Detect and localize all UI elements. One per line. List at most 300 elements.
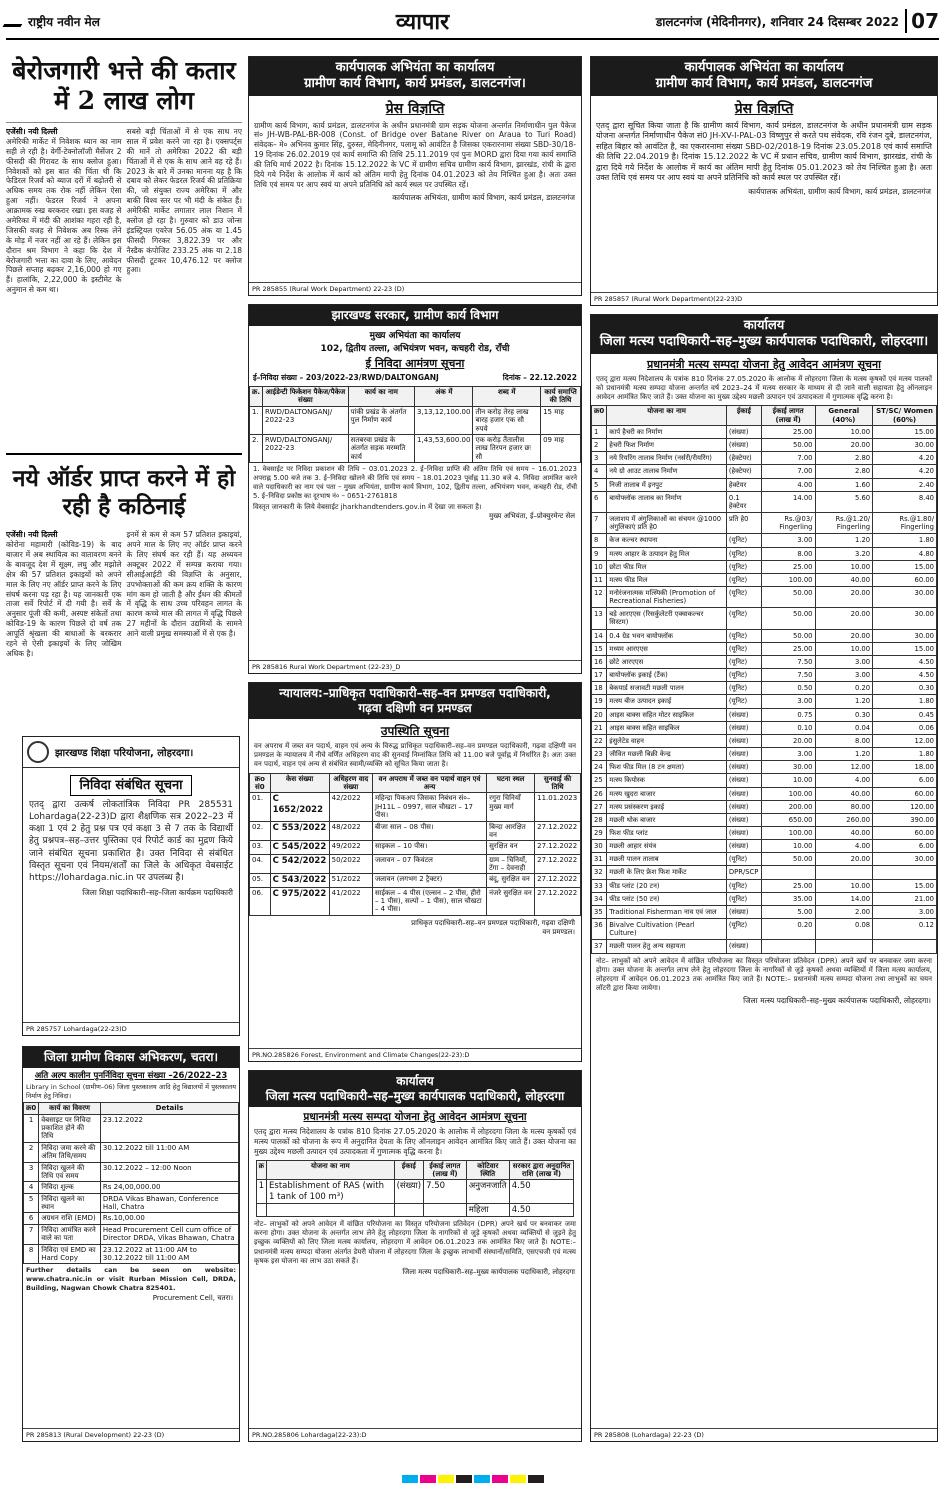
row-number: 1 [24,1114,39,1142]
row-detail: 23.12.2022 [100,1114,238,1142]
table-row [592,560,937,573]
ad-footer: PR 285808 (Lohardaga) 22-23 (D) [591,1428,937,1441]
table-header-cell: क्र. [250,387,263,407]
table-header-cell: कार्य समाप्ति की तिथि [541,387,581,407]
row-scheme: जीवित मछली बिक्री केन्द्र [607,748,727,761]
ad-body: एतद् द्वारा उत्कर्ष लोकतांत्रिक निविदा PR 285531 Lohardaga(22-23)D द्वारा शैक्षणिक सत्र 2022–23 में कक्षा 1 एवं 2 हेतु प्रश्न पत्र एवं कक्षा 3 से 7 तक के विद्यार्थी हेतु प्रश्नपत्र–सह–उत्तर पुस्तिका एवं रिपोर्ट कार्ड का मुद्रण किये जाने संबंधित सूचना प्रकाशित है। उक्त निविदा से संबंधित विस्तृत सूचना एवं नियम/शर्तों का जिले के अधिकृत वेबसाईट https://lohardaga.nic.in पर उपलब्ध है। [29,800,233,883]
row-number: 16 [592,655,607,668]
row-unit-cost: 35.00 [761,892,815,905]
ad-title: ई निविदा आमंत्रण सूचना [365,357,465,370]
row-number: 7 [592,513,607,534]
row-number: 03. [250,841,271,854]
row-st-sc-women: 15.00 [873,560,937,573]
row-unit: (संख्या) [726,940,761,953]
row-unit-cost: 14.00 [761,491,815,512]
ad-office: झारखण्ड शिक्षा परियोजना, लोहरदगा। [55,748,194,759]
row-scheme: इंसुलेटेड वाहन [607,734,727,747]
table-header-cell: योजना का नाम [607,406,727,426]
row-general: 2.80 [815,452,873,465]
row-case: C 542/2022 [270,854,329,874]
row-number: 35 [592,905,607,918]
row-number: 5 [592,478,607,491]
row-hearing-date: 27.12.2022 [535,821,581,841]
row-st-sc-women: 4.20 [873,452,937,465]
row-scheme: बायोफ्लॉक तालाब का निर्माण [607,491,727,512]
row-unit-cost: 50.00 [761,629,815,642]
row-unit-cost: 20.00 [761,734,815,747]
row-unit-cost: 7.50 [761,669,815,682]
row-scheme: मत्स्य प्रसंस्करण इकाई [607,800,727,813]
ad-intro: Library in School (ग्रामीण–06) जिला पुस्तकालय आदि हेतु विद्यालयों में पुस्तकालय निर्माण हेतु निविदा। [26,1083,236,1100]
story1-text-b: सबसे बड़ी चिंताओं में से एक साथ नए साल में प्रवेश करने जा रहा है। एक्सपर्ट्स की मानें तो अमेरिका 2022 की बड़ी चिंताओं में से एक के साथ आने वह रहे हैं। 2023 के बारे में उनका मानना यह है कि दबाव को लेकर फेडरल रिजर्व की प्रतिक्रिया की, जो संयुक्त राज्य अमेरिका में और बाकी विश्व स्तर पर भी मंदी के संकेत हैं। अमेरिकी मार्केट लगातार लाल निशान में क्लोज हो रहा है। गुरुवार को डाउ जोन्स इंडस्ट्रियल एवरेज 56.05 अंक या 1.45 फीसदी गिरकर 3,822.39 पर और नैस्डैक कंपोजिट 233.25 अंक या 2.18 फीसदी टूटकर 10,476.12 पर क्लोज हुआ। [126,127,242,275]
row-number: 2 [24,1142,39,1162]
row-unit: (यूनिट) [726,547,761,560]
table-header-cell: कार्य का नाम [348,387,414,407]
masthead [6,13,206,30]
table-header-cell: घटना स्थल [487,773,535,793]
ad-footer: PR 285855 (Rural Work Department) 22-23 (D) [249,282,581,295]
color-swatch [528,1475,544,1483]
row-scheme: 0.4 ग्रेड भवन बायोफ्लॉक [607,629,727,642]
row-unit-cost: 3.00 [761,534,815,547]
row-general: 5.60 [815,491,873,512]
row-item: निविदा आमंत्रित करने वाले का पता [39,1224,101,1244]
ad-footer: PR 285813 (Rural Development) 22-23 (D) [23,1428,239,1441]
chatra-table: क्र0 कार्य का विवरण Details 1 वेबसाइट पर निविदा प्रकाशित होने की तिथि 23.12.2022 2 निविदा जमा करने की अंतिम तिथि/समय 30.12.2022 till 11:00 AM 3 निविदा खुलने की तिथि एवं समय 30.12.2022 – 12:00 Noon 4 निविदा शुल्क Rs 24,00,000.00 5 निविदा खुलने का स्थान DRDA Vikas Bhawan, Conference Hall, Chatra 6 अग्रधन राशि (EMD) Rs.10,00.00 7 निविदा आमंत्रित करने वाले का पता Head Procurement Cell cum office of Director DRDA, Vikas Bhawan, Chatra 8 निविदा एवं EMD का Hard Copy 23.12.2022 at 11:00 AM to 30.12.2022 till 11:00 AM [23,1102,239,1264]
row-scheme: मछली पालन तालाब [607,853,727,866]
row-general: 10.00 [815,879,873,892]
table-row [24,1114,239,1142]
row-number: 5 [24,1193,39,1213]
row-scheme: नये रियरिंग तालाब निर्माण (नर्सरी/रीयरिंग) [607,452,727,465]
row-unit: (संख्या) [726,787,761,800]
row-number: 24 [592,761,607,774]
table-row [24,1182,239,1193]
row-general: 20.00 [815,608,873,629]
row-unit-cost: 100.00 [761,826,815,839]
row-st-sc-women: 4.50 [873,655,937,668]
row-unit: (यूनिट) [726,608,761,629]
ad-office: मुख्य अभियंता का कार्यालय [369,331,461,341]
row-unit: (हेक्टेयर) [726,452,761,465]
table-row [256,1180,574,1203]
table-header-cell: ST/SC/ Women (60%) [873,406,937,426]
row-amount: 1,43,53,600.00 [415,434,473,462]
row-unit: प्रति हे0 [726,513,761,534]
ad-footer: PR.NO.285826 Forest, Environment and Climate Changes(22-23):D [249,1048,581,1061]
color-swatch [510,1475,526,1483]
row-unit: (संख्या) [726,721,761,734]
row-unit-cost [761,866,815,879]
row-scheme: बेकयार्ड सजावटी मछली पालन [607,682,727,695]
table-row [592,682,937,695]
row-package: RWD/DALTONGANJ/ 2022-23 [263,434,349,462]
row-detail: 30.12.2022 till 11:00 AM [100,1142,238,1162]
row-cost [424,1203,467,1216]
ad-site: विस्तृत जानकारी के लिये वेबसाईट jharkhandtenders.gov.in में देखा जा सकता है। [253,503,482,511]
table-row [592,478,937,491]
row-number: 26 [592,787,607,800]
row-st-sc-women: 0.12 [873,919,937,940]
row-st-sc-women: 6.00 [873,774,937,787]
table-header-cell: क्र [256,1160,266,1180]
table-row [250,841,581,854]
table-row [24,1224,239,1244]
row-st-sc-women: 30.00 [873,608,937,629]
row-number: 22 [592,734,607,747]
row-unit-cost: 8.00 [761,547,815,560]
table-row [592,491,937,512]
table-row [24,1244,239,1264]
row-scheme: मछली के लिए फ्रेश फिश मार्केट [607,866,727,879]
table-header-cell: ईकाई [394,1160,423,1180]
row-unit: (यूनिट) [726,642,761,655]
table-header-cell: सरकार द्वारा अनुदानित राशि (लाख में) [509,1160,574,1180]
row-case: C 545/2022 [270,841,329,854]
row-scheme: मछली पालन हेतु अन्य सहायता [607,940,727,953]
row-number: 11 [592,573,607,586]
row-number: 14 [592,629,607,642]
row-st-sc-women: 0.06 [873,721,937,734]
ad-rwd-press-release-right [590,56,938,306]
row-general: 0.30 [815,708,873,721]
row-scheme: Bivalve Cultivation (Pearl Culture) [607,919,727,940]
row-place: बंदू, सुरक्षित वन [487,874,535,887]
row-general: 3.20 [815,547,873,560]
ad-fisheries-right [590,314,938,1442]
table-row [592,787,937,800]
row-seized-item: साईकल – 4 पीस (एल्सन – 2 पीस, हीरो – 1 पीस), सल्पो – 1 पीस), साल चौखटा – 4 पीस। [372,887,486,915]
office-line-2: गढ़वा दक्षिणी वन प्रमण्डल [358,701,472,715]
row-category: महिला [466,1203,509,1216]
forest-case-table [249,773,581,916]
ad-body: वन अपराध में जब्त वन पदार्थ, वाहन एवं अन्य के विरुद्ध प्राधिकृत पदाधिकारी–सह–वन प्रमण्डल पदाधिकारी, गढ़वा दक्षिणी वन प्रमण्डल के न्यायालय में नीचे वर्णित अधिहरण वाद की सुनवाई निम्नांकित तिथि को 11.00 बजे पूर्वाह्न में निर्धारित है। अतः उक्त वन पदार्थ, वाहन एवं अन्य से संबंधित स्वामी/व्यक्ति को सूचित किया जाता है। [254,742,576,769]
row-st-sc-women: 3.00 [873,905,937,918]
row-scheme: कार्प हैचरी का निर्माण [607,425,727,438]
row-number: 21 [592,721,607,734]
row-number: 8 [592,534,607,547]
row-seized-item: जलावन (लगभग 2 ट्रैक्टर) [372,874,486,887]
office-line-2: जिला मत्स्य पदाधिकारी–सह–मुख्य कार्यपालक पदाधिकारी, लोहरदगा। [599,334,929,350]
ad-signer: जिला मत्स्य पदाधिकारी–सह–मुख्य कार्यपालक पदाधिकारी, लोहरदगा [402,1268,575,1277]
office-line-1: कार्यपालक अभियंता का कार्यालय [335,60,495,75]
row-vad: 50/2022 [329,854,372,874]
table-row [592,919,937,940]
table-row [592,905,937,918]
table-header-cell: योजना का नाम [267,1160,395,1180]
row-unit: (संख्या) [726,905,761,918]
row-general: 40.00 [815,787,873,800]
row-subsidy: 4.50 [509,1203,574,1216]
row-scheme: छोटे आरएएस [607,655,727,668]
row-unit-cost: 7.50 [761,655,815,668]
table-row [592,853,937,866]
row-st-sc-women: Rs.@1.80/ Fingerling [873,513,937,534]
row-duration: 15 माह [541,406,581,434]
row-unit-cost: 25.00 [761,642,815,655]
row-general: 1.20 [815,534,873,547]
row-amount: 3,13,12,100.00 [415,406,473,434]
row-number: 37 [592,940,607,953]
ad-footer: PR 285857 (Rural Work Department)(22-23)D [591,292,937,305]
ad-footer: PR 285816 Rural Work Department (22-23)_D [249,660,581,673]
row-unit-cost: 50.00 [761,853,815,866]
row-unit-cost: 3.00 [761,748,815,761]
row-st-sc-women: 60.00 [873,573,937,586]
row-unit-cost [761,940,815,953]
row-unit: (संख्या) [726,840,761,853]
ad-rwd-press-release-mid [248,56,582,296]
row-unit: (हेक्टेयर) [726,465,761,478]
row-case: C 553/2022 [270,821,329,841]
table-row [592,734,937,747]
ad-signer: कार्यपालक अभियंता, ग्रामीण कार्य विभाग, कार्य प्रमंडल, डालटनगंज [392,192,575,202]
row-hearing-date: 27.12.2022 [535,874,581,887]
table-row [250,434,581,462]
row-unit: (यूनिट) [726,587,761,608]
row-unit-cost: 25.00 [761,560,815,573]
ad-note: नोट– लाभुकों को अपने आवेदन में वांछित परियोजना का विस्तृत परियोजना प्रतिवेदन (DPR) अपने खर्च पर बनवाकर जमा करना होगा। उक्त योजना के अन्तर्गत लाभ लेने हेतु लोहरदगा जिला के नागरिकों से जुड़े कृषकों अथवा व्यक्तियों में जिला मत्स्य कार्यालय, लोहरदगा में आवेदन 06.01.2023 तक आमंत्रित किए जाते हैं। NOTE:– प्रधानमंत्री मत्स्य सम्पदा योजना तथा लाभुकों का चयन लॉटरी द्वारा किया जायेगा। [596,956,932,993]
row-general: 20.00 [815,439,873,452]
row-unit-cost: 7.00 [761,465,815,478]
table-header-cell: शब्द में [473,387,541,407]
ad-office [591,315,937,354]
row-st-sc-women: 120.00 [873,800,937,813]
row-seized-item: साइकल – 10 पीस। [372,841,486,854]
row-general: 0.08 [815,919,873,940]
row-scheme: मत्स्य फीड मिल [607,573,727,586]
row-detail: DRDA Vikas Bhawan, Conference Hall, Chatra [100,1193,238,1213]
row-general: 4.00 [815,774,873,787]
table-row [250,793,581,821]
row-package: RWD/DALTONGANJ/ 2022-23 [263,406,349,434]
table-header-cell: सुनवाई की तिथि [535,773,581,793]
row-general: 2.80 [815,465,873,478]
row-st-sc-women: 390.00 [873,813,937,826]
row-detail: Rs 24,00,000.00 [100,1182,238,1193]
row-general: 40.00 [815,573,873,586]
table-row [592,695,937,708]
story2-text-a: कोरोना महामारी (कोविड-19) के बाद बाजार में अब स्थायित्व का वातावरण बनने के बावजूद देश में सूक्ष्म, लघु और मझोले क्षेत्र की 57 प्रतिशत इकाइयों को अपने माल के लिए नए ऑर्डर प्राप्त करने के लिए संघर्ष करना पड़ रहा है। यह जानकारी एक ताजा सर्वे रिपोर्ट में दी गयी है। सर्वे के अनुसार पूंजी की कमी, अस्पष्ट संकेतों तथा कोविड-19 के कारण पिछले दो वर्ष तक आपूर्ति श्रृंखला की बाधाओं के बरकरार रहने से ऐसी इकाइयों के लिए जोखिम अधिक है। [6,540,122,658]
row-general: 2.00 [815,905,873,918]
row-item: निविदा जमा करने की अंतिम तिथि/समय [39,1142,101,1162]
office-line-1: कार्यालय [743,318,785,333]
table-row [592,826,937,839]
row-unit: (यूनिट) [726,695,761,708]
row-unit-cost: 25.00 [761,879,815,892]
row-number: 7 [24,1224,39,1244]
row-unit: (यूनिट) [726,573,761,586]
row-item: निविदा शुल्क [39,1182,101,1193]
table-row [250,406,581,434]
row-st-sc-women [873,940,937,953]
story2-text-b: इनमें से कम से कम 57 प्रतिशत इकाइयां, अपने माल के लिए नए ऑर्डर प्राप्त करने के लिए संघर्ष कर रही हैं। यह अध्ययन अक्टूबर 2022 में सम्पन्न कराया गया। सीआईआईटी की विज्ञप्ति के अनुसार, उपभोक्ताओं की कम क्रय शक्ति के कारण मांग कम हो जाती है और ईंधन की कीमतों में वृद्धि के साथ उच्च परिवहन लागत के कारण कच्चे माल की लागत में वृद्धि पिछले 27 महीनों के दौरान उद्यमियों के सामने आने वाली प्रमुख समस्याओं में से एक है। [126,530,242,639]
ad-footer: PR.NO.285806 Lohardaga(22-23):D [249,1428,581,1441]
ad-signer: जिला शिक्षा पदाधिकारी–सह–जिला कार्यक्रम पदाधिकारी [82,887,233,897]
row-scheme: मध्यम आरएएस [607,642,727,655]
ad-address: 102, द्वितीय तल्ला, अभियंत्रण भवन, कचहरी रोड, राँची [320,344,510,354]
row-unit-cost: 25.00 [761,425,815,438]
row-amount-words: एक करोड़ तैंतालीस लाख तिरपन हजार छः सौ [473,434,541,462]
row-unit-cost: 200.00 [761,800,815,813]
row-vad: 42/2022 [329,793,372,821]
row-category: अनुजनजाति [466,1180,509,1203]
table-row [592,439,937,452]
row-number: 6 [592,491,607,512]
row-number: 36 [592,919,607,940]
row-seized-item: महिन्द्रा पिकअप जिसका निबंधन सं०– JH11L – 0997, साल चौखटा – 17 पीस। [372,793,486,821]
office-line-1: न्यायालय:–प्राधिकृत पदाधिकारी–सह–वन प्रमण्डल पदाधिकारी, [279,686,551,700]
tender-ref: ई–निविदा संख्या – 203/2022-23/RWD/DALTONGANJ [253,373,439,382]
row-st-sc-women: 15.00 [873,425,937,438]
color-swatch [420,1475,436,1483]
row-number: 23 [592,748,607,761]
row-number: 18 [592,682,607,695]
row-number: 02. [250,821,271,841]
row-unit-cost: 4.00 [761,478,815,491]
row-scheme: छोटा फीड मिल [607,560,727,573]
row-unit: (यूनिट) [726,655,761,668]
table-header-cell: ईकाई लागत (लाख में) [424,1160,467,1180]
ad-office [591,57,937,96]
row-unit: (संख्या) [726,813,761,826]
office-line-1: कार्यालय [396,1074,434,1088]
table-row [592,840,937,853]
row-unit: (संख्या) [394,1180,423,1203]
row-subsidy: 4.50 [509,1180,574,1203]
row-vad: 49/2022 [329,841,372,854]
table-row [250,874,581,887]
row-number: 6 [24,1213,39,1224]
row-st-sc-women: 30.00 [873,587,937,608]
row-vad: 48/2022 [329,821,372,841]
row-st-sc-women: 30.00 [873,853,937,866]
table-row [592,452,937,465]
table-row [592,866,937,879]
row-number: 2. [250,434,263,462]
row-st-sc-women: 60.00 [873,826,937,839]
ad-footer: PR 285757 Lohardaga(22-23)D [23,1022,239,1035]
row-general: 8.00 [815,734,873,747]
table-row [592,892,937,905]
office-line-2: जिला मत्स्य पदाधिकारी–सह–मुख्य कार्यपालक पदाधिकारी, लोहरदगा [265,1089,565,1103]
table-row [592,761,937,774]
table-row [24,1162,239,1182]
row-st-sc-women: 12.00 [873,734,937,747]
row-cost: 7.50 [424,1180,467,1203]
ad-body: एतद् द्वारा मत्स्य निदेशालय के पत्रांक 810 दिनांक 27.05.2020 के आलोक में लोहरदगा जिला के मत्स्य कृषकों एवं मत्स्य पालकों को प्रधानमंत्री मत्स्य सम्पदा योजना अन्तर्गत वर्ष 2023–24 में मत्स्य सरकार के माध्यम से दी जाने वाली सहायता हेतु ऑनलाइन आवेदन आमंत्रित किए जाते हैं। उक्त योजना का मुख्य उद्देश्य मछली उत्पादन एवं उत्पादकता में गुणात्मक वृद्धि करना है। [596,374,932,401]
table-row [592,534,937,547]
row-scheme: फिश फीड प्लांट [607,826,727,839]
row-number: 15 [592,642,607,655]
row-unit: (संख्या) [726,800,761,813]
ad-signer: Procurement Cell, चतरा। [152,1294,233,1303]
row-unit-cost: Rs.@03/ Fingerling [761,513,815,534]
table-row [592,774,937,787]
masthead-title: राष्ट्रीय नवीन मेल [28,14,100,29]
row-st-sc-women: 6.00 [873,840,937,853]
row-unit-cost: 50.00 [761,587,815,608]
row-number: 28 [592,813,607,826]
story1-body [6,123,242,453]
row-unit-cost: 10.00 [761,774,815,787]
table-header-cell: क्रo सं0 [250,773,271,793]
table-header-cell: केस संख्या [270,773,329,793]
row-scheme: मछली थोक बाजार [607,813,727,826]
row-place: ग्राम – चिनियाँ, टेंगा – देवनाही [487,854,535,874]
row-scheme: फीड प्लांट (20 टन) [607,879,727,892]
row-unit-cost: 0.20 [761,919,815,940]
row-number: 8 [24,1244,39,1264]
row-scheme: आइस बाक्स सहित मोटर साइकिल [607,708,727,721]
row-scheme: मत्स्य कियोस्क [607,774,727,787]
table-row [592,425,937,438]
row-scheme: बायोफ्लॉक इकाई (टैंक) [607,669,727,682]
table-row [592,513,937,534]
row-number: 13 [592,608,607,629]
row-st-sc-women: 18.00 [873,761,937,774]
row-st-sc-women: 0.45 [873,708,937,721]
ad-body: ग्रामीण कार्य विभाग, कार्य प्रमंडल, डालटनगंज के अधीन प्रधानमंत्री ग्राम सड़क योजना अन्तर्गत निर्माणाधीन पुल पैकेज सं० JH-WB-PAL-BR-008 (Const. of Bridge over Batane River on Araua to Turi Road) संवेदक– मे० अभिनव कुमार सिंह, दुरुस्त, मेदिनीनगर, पलामू को आवंटित है जिसका एकरारनामा संख्या SBD-30/18-19 दिनांक 26.02.2019 एवं कार्य समाप्ति की तिथि 25.11.2019 एवं पुनः MORD द्वारा दिया गया कार्य समाप्ति की तिथि मार्च 2022 है। दिनांक 15.12.2022 के VC में ग्रामीण सचिव ग्रामीण कार्य विभाग, झारखंड, रांची के द्वारा दिये गये निर्देश के आलोक में कार्य को अंतिम मापी हेतु दिनांक 04.01.2023 को तेय निश्चित हुआ है। अतः उक्त तिथि एवं समय पर आप स्वयं या अपने प्रतिनिधि को कार्य स्थल पर उपस्थित रहें। [254,120,576,189]
office-line-1: कार्यपालक अभियंता का कार्यालय [684,60,844,75]
row-place: बिन्दा आरक्षित वन [487,821,535,841]
row-number: 10 [592,560,607,573]
row-number: 29 [592,826,607,839]
row-unit-cost: 3.00 [761,695,815,708]
table-row [592,721,937,734]
row-number: 04. [250,854,271,874]
row-place: सुरक्षित वन [487,841,535,854]
row-scheme: फीड प्लांट (50 टन) [607,892,727,905]
row-scheme: बड़े आरएएस (रिसर्कुलेटरी एक्वाकल्चर सिस्टम) [607,608,727,629]
row-scheme: मत्स्य आहार के उत्पादन हेतु मिल [607,547,727,560]
row-st-sc-women: 1.80 [873,534,937,547]
table-row [592,813,937,826]
row-item: वेबसाइट पर निविदा प्रकाशित होने की तिथि [39,1114,101,1142]
ad-office [249,57,581,96]
row-hearing-date: 27.12.2022 [535,887,581,915]
row-number: 31 [592,853,607,866]
table-row [250,821,581,841]
row-scheme: केज कल्चर स्थापना [607,534,727,547]
row-unit-cost: 0.75 [761,708,815,721]
row-number: 2 [592,439,607,452]
table-header-cell: ईकाई [726,406,761,426]
row-general: 12.00 [815,761,873,774]
color-swatch [402,1475,418,1483]
row-item: निविदा एवं EMD का Hard Copy [39,1244,101,1264]
row-st-sc-women: 30.00 [873,439,937,452]
row-number: 3 [24,1162,39,1182]
row-number: 1 [256,1180,266,1203]
story2-headline: नये ऑर्डर प्राप्त करने में हो रही है कठिनाई [6,453,242,526]
story1-byline: एजेंसी। नयी दिल्ली [6,127,58,136]
color-swatch [456,1475,472,1483]
row-general: 10.00 [815,425,873,438]
row-unit-cost: 50.00 [761,439,815,452]
story1-headline: बेरोजगारी भत्ते की कतार में 2 लाख लोग [6,48,242,123]
row-place: रगुरा चिनियाँ मुख्य मार्ग [487,793,535,821]
row-unit: (यूनिट) [726,669,761,682]
ad-signer: कार्यपालक अभियंता, ग्रामीण कार्य विभाग, कार्य प्रमंडल, डालटनगंज [748,186,931,196]
row-number: 4 [592,465,607,478]
row-st-sc-women: 60.00 [873,787,937,800]
fisheries-mid-table [256,1160,575,1217]
ad-further: Further details can be seen on website: www.chatra.nic.in or visit Rurban Mission Cell, DRDA, Building, Nagwan Chowk Chatra 825401. [26,1266,236,1292]
ad-body: एतद् द्वारा सूचित किया जाता है कि ग्रामीण कार्य विभाग, कार्य प्रमंडल, डालटनगंज के अधीन प्रधानमंत्री ग्राम सड़क योजना अन्तर्गत निर्माणाधीन पैकेज सं0 JH-XV-I-PAL-03 विष्णुपुर से करते पथ संवेदक, रवि रंजन दुबे, डालटनगंज, सहित बिहार को आवंटित है, का एकरारनामा संख्या SBD-02/2018-19 दिनांक 23.05.2018 एवं कार्य समाप्ति की तिथि 22.04.2019 है। दिनांक 15.12.2022 के VC में प्रधान सचिव, ग्रामीण कार्य विभाग, झारखंड, रांची के द्वारा दिये गये निर्देश के आलोक में कार्य का अंतिम मापी हेतु दिनांक 05.01.2023 को तेय निश्चित हुआ है। अतः उक्त तिथि एवं समय पर आप स्वयं या अपने प्रतिनिधि को कार्य स्थल पर उपस्थित रहें। [596,120,932,183]
table-row [592,629,937,642]
row-general [815,940,873,953]
